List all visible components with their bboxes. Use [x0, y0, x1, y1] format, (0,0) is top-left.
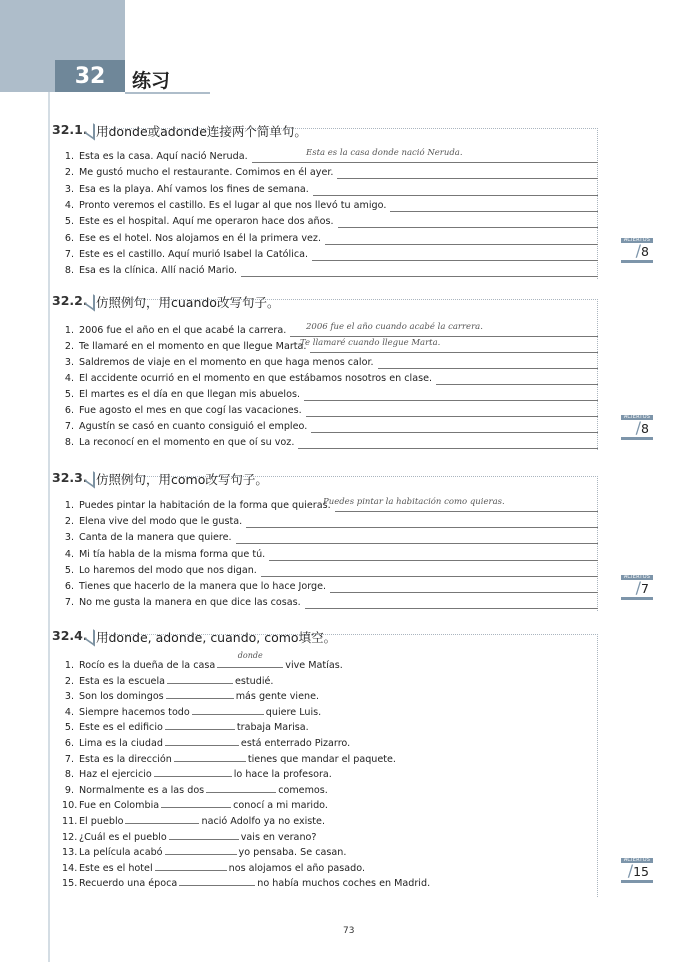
exercise-item — [62, 549, 602, 565]
chapter-number: 32 — [74, 64, 106, 89]
exercise-item — [62, 389, 602, 405]
item-text-after: lo hace la profesora. — [233, 769, 332, 781]
item-sentence: No me gusta la manera en que dice las cosas. — [79, 597, 301, 609]
item-number: 5. — [64, 389, 74, 400]
section-number: 32.2. — [52, 293, 88, 308]
exercise-item — [62, 184, 602, 200]
answer-line[interactable] — [304, 400, 598, 401]
exercise-item — [62, 216, 602, 232]
item-text-before: Esta es la dirección — [79, 753, 172, 765]
section-arrow-icon — [85, 117, 95, 140]
score-value: 8 — [641, 244, 649, 259]
item-text-before: Esta es la escuela — [79, 675, 165, 687]
exercise-item — [62, 813, 602, 829]
answer-line[interactable] — [311, 432, 598, 433]
item-sentence: Este es el castillo. Aquí murió Isabel la Católica. — [79, 248, 309, 260]
exercise-item — [62, 673, 602, 689]
answer-line[interactable] — [390, 211, 598, 212]
exercise-item — [62, 565, 602, 581]
score-value: 15 — [633, 864, 649, 879]
score-slash: / — [635, 241, 642, 260]
answer-line[interactable] — [325, 244, 598, 245]
section-number: 32.1. — [52, 122, 88, 137]
item-text-before: La película acabó — [79, 847, 163, 859]
blank-field[interactable] — [154, 766, 232, 777]
item-sentence: Ese es el hotel. Nos alojamos en él la primera vez. — [79, 232, 322, 244]
item-text-after: estudié. — [235, 675, 274, 687]
section-arrow-icon — [85, 465, 95, 488]
item-sentence: Esa es la clínica. Allí nació Mario. — [79, 265, 238, 277]
item-number: 3. — [64, 532, 74, 544]
blank-field[interactable] — [217, 651, 283, 668]
item-sentence: Tienes que hacerlo de la manera que lo hace Jorge. — [79, 581, 327, 592]
item-sentence: La reconocí en el momento en que oí su voz. — [79, 437, 295, 448]
blank-field[interactable] — [165, 844, 237, 855]
item-text-after: no había muchos coches en Madrid. — [257, 878, 431, 890]
item-number: 5. — [64, 564, 74, 576]
item-number: 7. — [64, 753, 74, 765]
item-sentence: El martes es el día en que llegan mis abuelos. — [79, 389, 300, 400]
item-number: 2. — [64, 341, 74, 352]
score-total — [621, 863, 653, 878]
item-sentence: Este es el hospital. Aquí me operaron hace dos años. — [79, 216, 334, 228]
answer-line[interactable] — [269, 560, 598, 561]
exercise-item — [62, 532, 602, 548]
score-underline — [621, 597, 653, 600]
exercise-item — [62, 200, 602, 216]
item-text-after: vais en verano? — [240, 831, 317, 843]
score-label: ACIERTOS — [623, 414, 651, 420]
answer-line[interactable] — [436, 384, 598, 385]
sample-answer: donde — [237, 651, 263, 660]
item-text-after: está enterrado Pizarro. — [240, 738, 351, 749]
blank-field[interactable] — [166, 688, 234, 699]
item-sentence: Puedes pintar la habitación de la forma que quieras. — [79, 500, 331, 511]
item-text-before: Este es el hotel — [79, 862, 153, 874]
exercise-item — [62, 782, 602, 798]
item-number: 1. — [64, 500, 74, 511]
item-number: 5. — [64, 722, 74, 734]
margin-rule — [48, 92, 50, 962]
exercise-item — [62, 875, 602, 891]
exercise-item — [62, 797, 602, 813]
answer-line[interactable] — [378, 368, 598, 369]
section-arrow-icon — [85, 288, 95, 311]
answer-line[interactable] — [313, 195, 598, 196]
section-instruction: 用donde或adonde连接两个简单句。 — [96, 124, 307, 139]
sample-answer: Puedes pintar la habitación como quieras. — [323, 497, 505, 507]
blank-field[interactable] — [169, 829, 239, 840]
item-number: 4. — [64, 548, 74, 560]
item-number: 8. — [64, 769, 74, 781]
item-number: 10. — [62, 800, 78, 812]
answer-line[interactable] — [246, 527, 598, 528]
item-text-before: Son los domingos — [79, 691, 164, 703]
exercise-item — [62, 651, 602, 673]
exercise-item — [62, 249, 602, 265]
page-number: 73 — [343, 926, 355, 936]
item-text-after: tienes que mandar el paquete. — [247, 753, 396, 765]
score-box — [621, 575, 653, 600]
item-number: 4. — [64, 373, 74, 384]
exercise-item — [62, 148, 602, 167]
score-total — [621, 580, 653, 595]
item-sentence: El accidente ocurrió en el momento en que estábamos nosotros en clase. — [79, 373, 433, 384]
exercise-item — [62, 338, 602, 357]
sample-answer: Te llamaré cuando llegue Marta. — [300, 338, 441, 348]
score-box — [621, 415, 653, 440]
answer-line[interactable] — [290, 336, 598, 337]
answer-line[interactable] — [298, 448, 598, 449]
item-text-after: quiere Luis. — [265, 706, 322, 718]
item-text-before: Rocío es la dueña de la casa — [79, 660, 216, 671]
item-text-after: nos alojamos el año pasado. — [228, 862, 366, 874]
blank-field[interactable] — [206, 782, 276, 793]
item-number: 1. — [64, 325, 74, 336]
item-sentence: Me gustó mucho el restaurante. Comimos en él ayer. — [79, 167, 334, 179]
blank-field[interactable] — [125, 813, 199, 824]
score-box — [621, 238, 653, 263]
item-number: 4. — [64, 706, 74, 718]
item-number: 7. — [64, 597, 74, 609]
item-text-after: nació Adolfo ya no existe. — [201, 816, 326, 827]
item-number: 3. — [64, 183, 74, 195]
answer-line[interactable] — [305, 608, 598, 609]
header-rule — [125, 92, 210, 94]
blank-field[interactable] — [179, 875, 255, 886]
blank-field[interactable] — [167, 673, 233, 684]
item-number: 15. — [62, 878, 78, 890]
exercise-item — [62, 357, 602, 373]
exercise-item — [62, 719, 602, 735]
item-number: 5. — [64, 216, 74, 228]
exercise-item — [62, 751, 602, 767]
item-sentence: Mi tía habla de la misma forma que tú. — [79, 548, 266, 560]
score-slash: / — [627, 861, 634, 880]
exercise-item — [62, 516, 602, 532]
section-number: 32.3. — [52, 470, 88, 485]
score-underline — [621, 437, 653, 440]
exercise-item — [62, 373, 602, 389]
blank-field[interactable] — [165, 735, 239, 746]
exercise-item — [62, 688, 602, 704]
answer-line[interactable] — [252, 162, 598, 163]
item-sentence: Te llamaré en el momento en que llegue Marta. — [79, 341, 307, 352]
item-number: 6. — [64, 738, 74, 749]
section-arrow-icon — [85, 623, 95, 646]
item-number: 6. — [64, 405, 74, 416]
item-number: 6. — [64, 232, 74, 244]
score-label: ACIERTOS — [623, 237, 651, 243]
item-text-after: conocí a mi marido. — [233, 800, 328, 812]
item-text-before: El pueblo — [79, 816, 124, 827]
item-text-before: Haz el ejercicio — [79, 769, 152, 781]
item-sentence: Elena vive del modo que le gusta. — [79, 516, 243, 528]
item-number: 9. — [64, 784, 74, 796]
item-text-before: Fue en Colombia — [79, 800, 160, 812]
item-number: 1. — [64, 660, 74, 671]
item-number: 6. — [64, 581, 74, 592]
answer-line[interactable] — [312, 260, 598, 261]
item-text-before: Este es el edificio — [79, 722, 163, 734]
exercise-item — [62, 581, 602, 597]
item-sentence: Esa es la playa. Ahí vamos los fines de semana. — [79, 183, 309, 195]
item-number: 12. — [62, 831, 78, 843]
item-sentence: 2006 fue el año en el que acabé la carrera. — [79, 325, 287, 336]
item-text-after: trabaja Marisa. — [236, 722, 309, 734]
item-sentence: Canta de la manera que quiere. — [79, 532, 232, 544]
answer-line[interactable] — [261, 576, 598, 577]
exercise-item — [62, 829, 602, 845]
item-sentence: Esta es la casa. Aquí nació Neruda. — [79, 151, 248, 162]
blank-field[interactable] — [192, 704, 264, 715]
item-text-after: vive Matías. — [285, 660, 343, 671]
exercise-item — [62, 844, 602, 860]
score-value: 7 — [641, 581, 649, 596]
blank-field[interactable] — [165, 719, 235, 730]
item-text-after: más gente viene. — [235, 691, 320, 703]
answer-line[interactable] — [337, 178, 598, 179]
score-label: ACIERTOS — [623, 574, 651, 580]
item-number: 1. — [64, 151, 74, 162]
answer-line[interactable] — [241, 276, 598, 277]
item-number: 7. — [64, 248, 74, 260]
item-sentence: Fue agosto el mes en que cogí las vacaciones. — [79, 405, 302, 416]
answer-line[interactable] — [306, 416, 598, 417]
score-total — [621, 420, 653, 435]
item-number: 2. — [64, 167, 74, 179]
exercise-item — [62, 735, 602, 751]
sample-answer: 2006 fue el año cuando acabé la carrera. — [306, 322, 483, 332]
chapter-title: 练习 — [132, 70, 171, 92]
item-number: 3. — [64, 357, 74, 368]
item-text-before: Lima es la ciudad — [79, 738, 163, 749]
item-number: 2. — [64, 516, 74, 528]
score-value: 8 — [641, 421, 649, 436]
item-number: 8. — [64, 265, 74, 277]
item-text-before: Siempre hacemos todo — [79, 706, 190, 718]
score-label: ACIERTOS — [623, 857, 651, 863]
section-instruction: 仿照例句，用cuando改写句子。 — [96, 295, 280, 310]
item-number: 3. — [64, 691, 74, 703]
item-sentence: Lo haremos del modo que nos digan. — [79, 564, 257, 576]
score-slash: / — [635, 578, 642, 597]
blank-field[interactable] — [161, 797, 231, 808]
section-number: 32.4. — [52, 628, 88, 643]
item-number: 4. — [64, 199, 74, 211]
exercise-item — [62, 167, 602, 183]
item-sentence: Agustín se casó en cuanto consiguió el empleo. — [79, 421, 308, 432]
answer-line[interactable] — [310, 352, 598, 353]
item-number: 8. — [64, 437, 74, 448]
blank-field[interactable] — [174, 751, 246, 762]
sample-answer: Esta es la casa donde nació Neruda. — [306, 148, 463, 158]
item-sentence: Saldremos de viaje en el momento en que haga menos calor. — [79, 357, 374, 368]
item-number: 13. — [62, 847, 78, 859]
answer-line[interactable] — [236, 543, 598, 544]
exercise-item — [62, 704, 602, 720]
item-number: 2. — [64, 675, 74, 687]
section-instruction: 用donde, adonde, cuando, como填空。 — [96, 630, 337, 645]
item-number: 14. — [62, 862, 78, 874]
exercise-item — [62, 421, 602, 437]
item-text-after: yo pensaba. Se casan. — [238, 847, 347, 859]
exercise-item — [62, 597, 602, 613]
score-underline — [621, 260, 653, 263]
exercise-item — [62, 497, 602, 516]
item-text-before: Normalmente es a las dos — [79, 784, 205, 796]
section-instruction: 仿照例句，用como改写句子。 — [96, 472, 268, 487]
exercise-item — [62, 860, 602, 876]
exercise-item — [62, 265, 602, 281]
item-text-before: Recuerdo una época — [79, 878, 178, 890]
exercise-item — [62, 766, 602, 782]
score-box — [621, 858, 653, 883]
answer-line[interactable] — [335, 511, 598, 512]
item-sentence: Pronto veremos el castillo. Es el lugar al que nos llevó tu amigo. — [79, 199, 387, 211]
answer-line[interactable] — [338, 227, 598, 228]
exercise-item — [62, 233, 602, 249]
item-text-after: comemos. — [278, 784, 328, 796]
score-total — [621, 243, 653, 258]
item-number: 11. — [62, 816, 78, 827]
score-slash: / — [635, 418, 642, 437]
score-underline — [621, 880, 653, 883]
exercise-item — [62, 437, 602, 453]
answer-line[interactable] — [330, 592, 598, 593]
exercise-item — [62, 405, 602, 421]
blank-field[interactable] — [155, 860, 227, 871]
item-number: 7. — [64, 421, 74, 432]
item-text-before: ¿Cuál es el pueblo — [79, 831, 167, 843]
